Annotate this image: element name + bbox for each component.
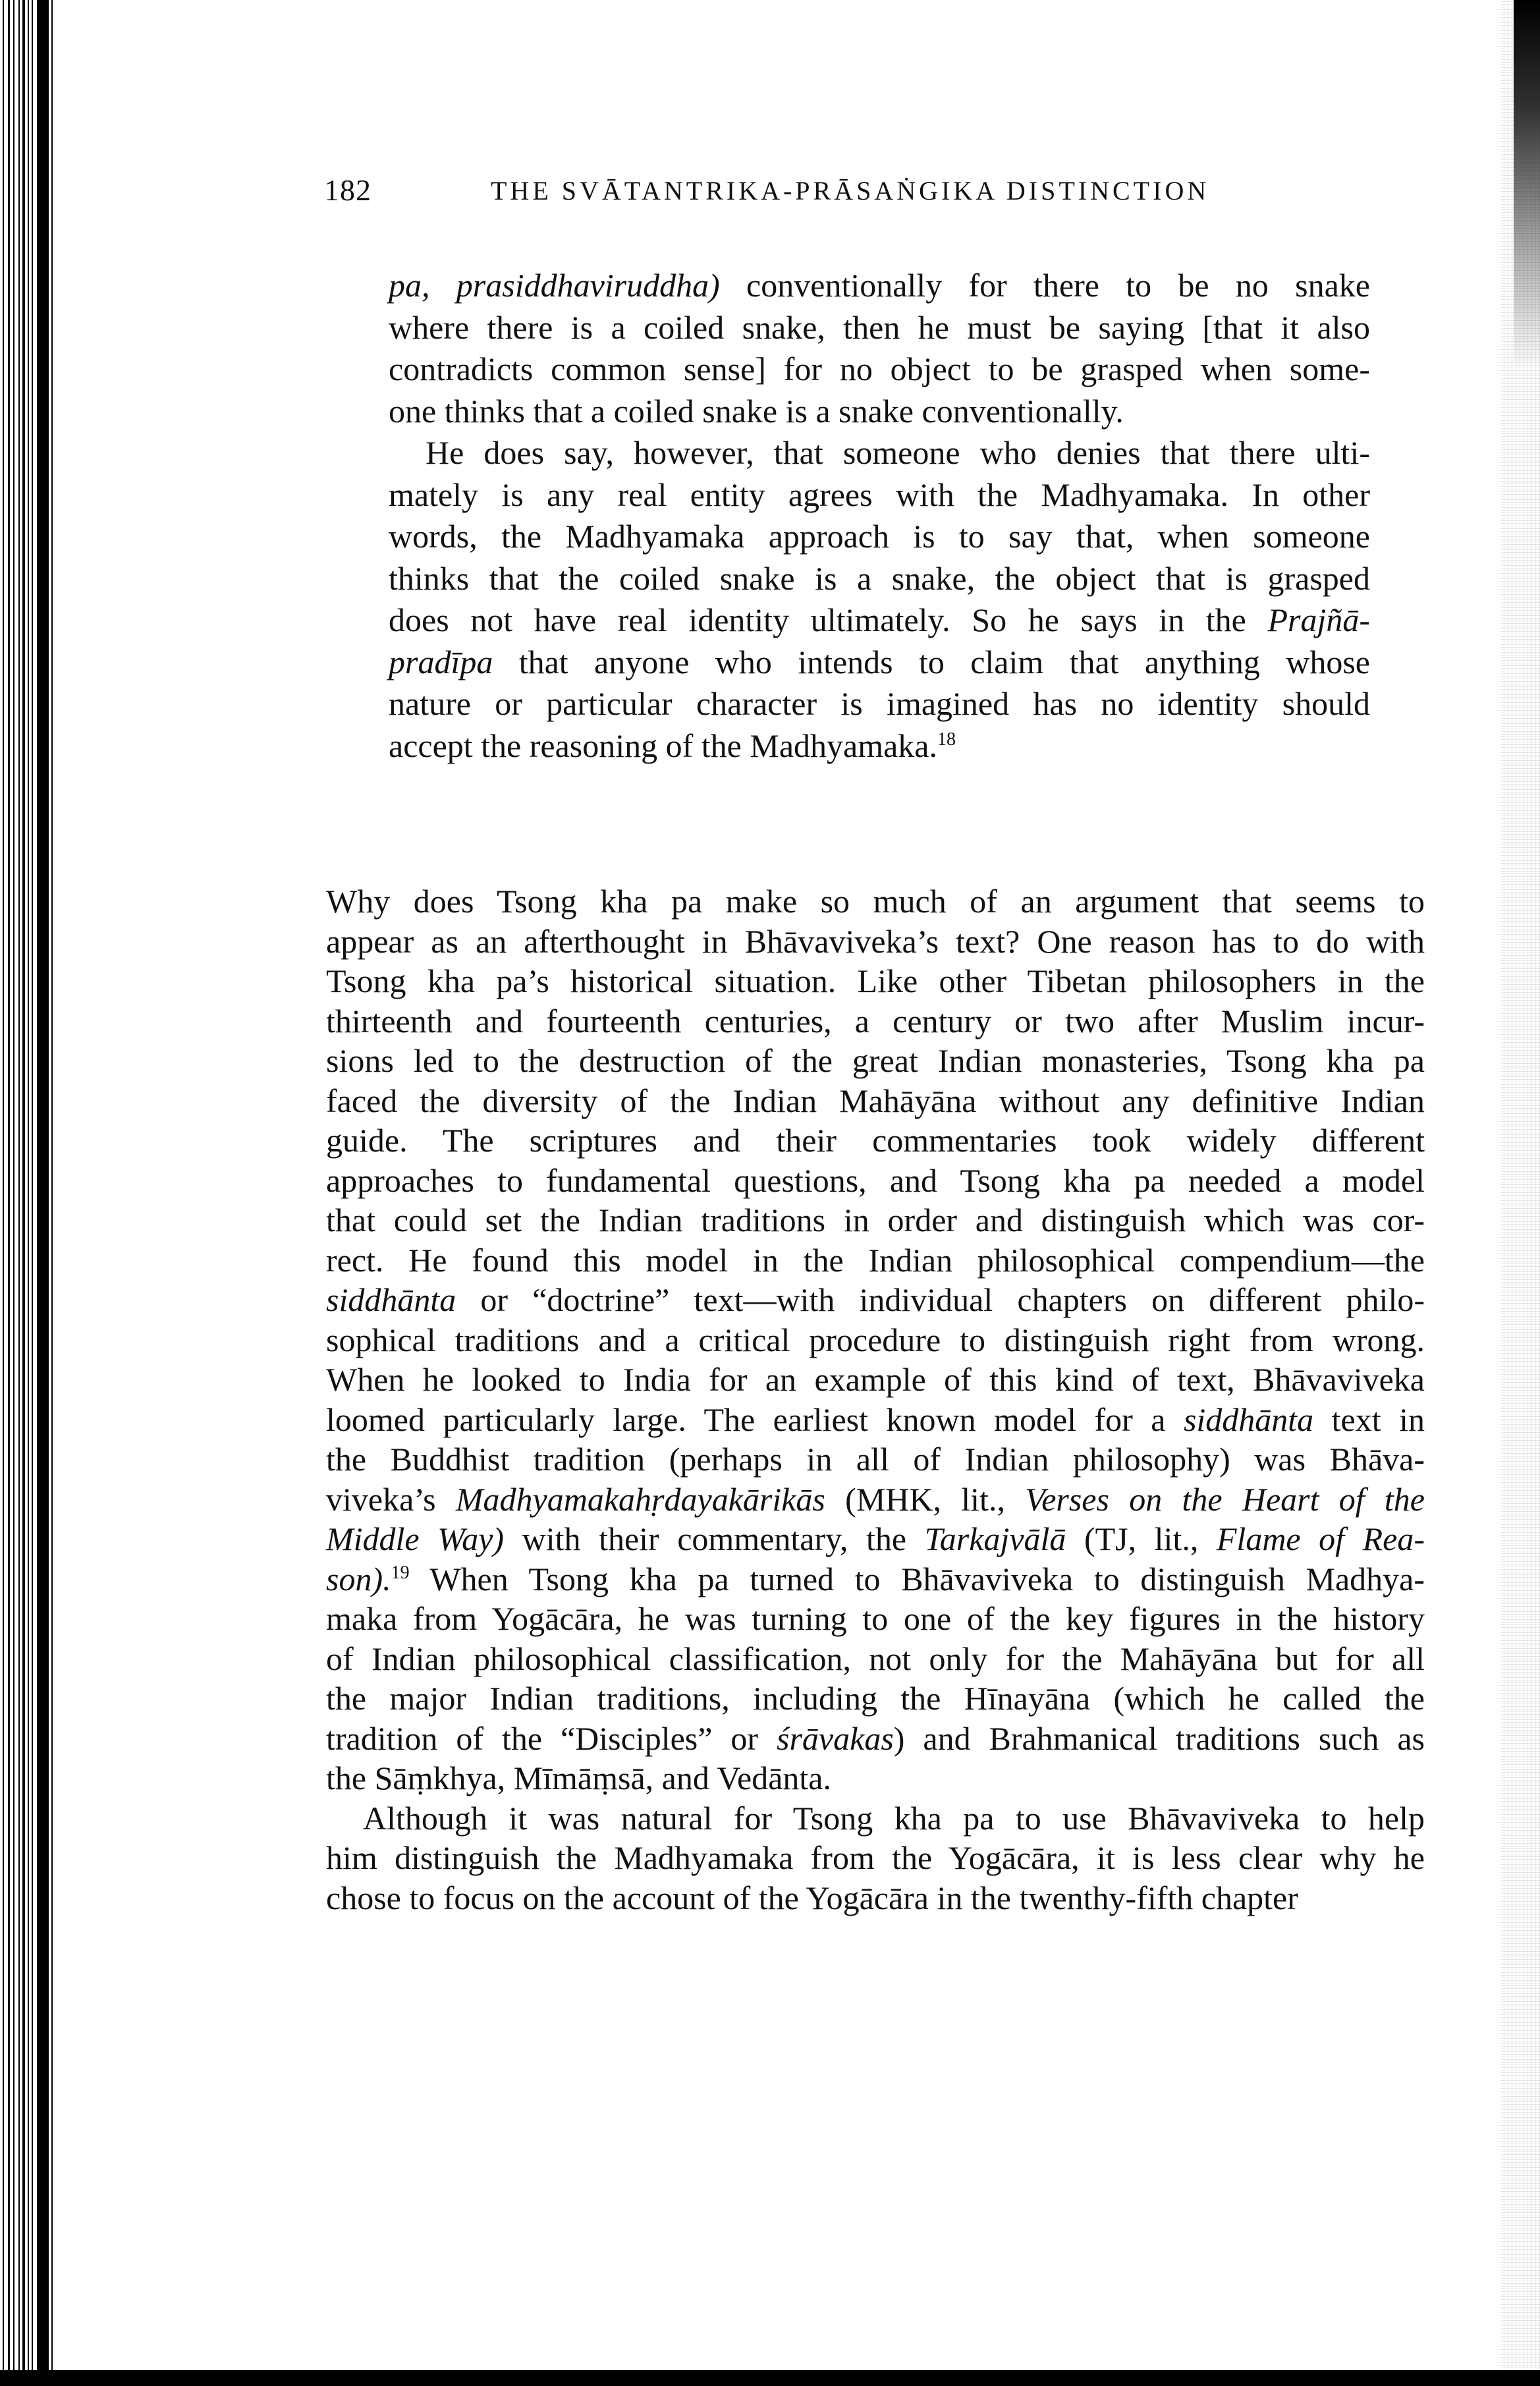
text-run: or “doctrine” text—with individual chapters on different philo-	[456, 1281, 1425, 1318]
text-run: (TJ, lit.,	[1066, 1520, 1217, 1557]
text-run: He does say, however, that someone who denies that there ulti-	[426, 434, 1370, 471]
italic-term: Middle Way)	[326, 1520, 505, 1557]
text-run: Tsong kha pa’s historical situation. Like other Tibetan philosophers in the	[326, 962, 1425, 999]
binding-shadow	[0, 0, 59, 2370]
text-line	[326, 1439, 1425, 1480]
text-run: the Buddhist tradition (perhaps in all of Indian philosophy) was Bhāva-	[326, 1441, 1425, 1478]
text-run: does not have real identity ultimately. So he says in the	[389, 601, 1268, 638]
paragraph	[389, 265, 1370, 432]
text-run: When Tsong kha pa turned to Bhāvaviveka to distinguish Madhya-	[409, 1560, 1425, 1597]
text-run: one thinks that a coiled snake is a snake conventionally.	[389, 392, 1124, 430]
page-number: 182	[324, 173, 371, 207]
text-line	[389, 307, 1370, 349]
text-line	[389, 683, 1370, 725]
main-text	[326, 881, 1425, 1918]
text-line	[389, 599, 1370, 642]
text-run: where there is a coiled snake, then he must be saying [that it also	[389, 308, 1370, 346]
italic-term: pradīpa	[389, 643, 493, 680]
text-line	[326, 1599, 1425, 1639]
text-line	[326, 1798, 1425, 1839]
text-line	[326, 881, 1425, 922]
text-run: him distinguish the Madhyamaka from the Yogācāra, it is less clear why he	[326, 1839, 1425, 1876]
text-line	[326, 1878, 1425, 1918]
text-run: conventionally for there to be no snake	[719, 267, 1370, 304]
text-run: ) and Brahmanical traditions such as	[893, 1719, 1425, 1757]
footnote-ref: 18	[937, 729, 956, 750]
text-line	[389, 516, 1370, 558]
text-run: (MHK, lit.,	[825, 1480, 1026, 1518]
text-line	[326, 1121, 1425, 1161]
text-line	[326, 1081, 1425, 1121]
text-run: the Sāṃkhya, Mīmāṃsā, and Vedānta.	[326, 1760, 831, 1796]
text-line	[326, 1639, 1425, 1679]
text-line	[326, 1280, 1425, 1320]
italic-term: Madhyamakahṛdayakārikās	[455, 1480, 825, 1518]
text-line	[326, 1679, 1425, 1719]
text-line	[389, 348, 1370, 391]
text-line	[326, 1838, 1425, 1878]
text-line	[326, 1240, 1425, 1281]
text-line	[326, 1200, 1425, 1240]
text-run: faced the diversity of the Indian Mahāyāna without any definitive Indian	[326, 1082, 1425, 1119]
text-run: words, the Madhyamaka approach is to say that, when someone	[389, 518, 1370, 555]
text-run: text in	[1313, 1401, 1425, 1438]
text-run: with their commentary, the	[504, 1520, 925, 1557]
text-run: nature or particular character is imagined has no identity should	[389, 685, 1370, 722]
text-line	[389, 474, 1370, 516]
text-line	[326, 1400, 1425, 1440]
text-run: sophical traditions and a critical procedure to distinguish right from wrong.	[326, 1321, 1425, 1358]
text-line	[326, 1719, 1425, 1759]
text-run: contradicts common sense] for no object to be grasped when some-	[389, 350, 1370, 387]
italic-term: siddhānta	[326, 1281, 456, 1318]
text-run: sions led to the destruction of the great Indian monasteries, Tsong kha pa	[326, 1042, 1425, 1079]
text-run: the major Indian traditions, including the Hīnayāna (which he called the	[326, 1680, 1425, 1717]
text-run: of Indian philosophical classification, not only for the Mahāyāna but for all	[326, 1640, 1425, 1677]
text-run: guide. The scriptures and their commentaries took widely different	[326, 1122, 1425, 1159]
text-line	[326, 1001, 1425, 1041]
text-run: that anyone who intends to claim that anything whose	[493, 643, 1370, 680]
text-line	[326, 1041, 1425, 1081]
text-run: loomed particularly large. The earliest known model for a	[326, 1401, 1184, 1438]
text-run: tradition of the “Disciples” or	[326, 1719, 777, 1757]
text-line	[326, 1519, 1425, 1559]
italic-term: śrāvakas	[777, 1719, 894, 1757]
text-run: When he looked to India for an example of this kind of text, Bhāvaviveka	[326, 1361, 1425, 1398]
text-run: Although it was natural for Tsong kha pa to use Bhāvaviveka to help	[363, 1799, 1425, 1837]
text-line	[389, 725, 1370, 767]
text-line	[326, 1559, 1425, 1599]
block-quote	[389, 265, 1370, 767]
text-run: Why does Tsong kha pa make so much of an argument that seems to	[326, 883, 1425, 920]
italic-term: Flame of Rea-	[1216, 1520, 1425, 1557]
italic-term: Prajñā-	[1267, 601, 1370, 638]
text-run: thirteenth and fourteenth centuries, a century or two after Muslim incur-	[326, 1002, 1425, 1040]
text-run: accept the reasoning of the Madhyamaka.	[389, 727, 937, 764]
paragraph	[326, 881, 1425, 1798]
text-line	[326, 1161, 1425, 1201]
italic-term: pa, prasiddhaviruddha)	[389, 267, 720, 304]
italic-term: Verses on the Heart of the	[1025, 1480, 1425, 1518]
text-run: viveka’s	[326, 1480, 456, 1518]
text-line	[326, 1360, 1425, 1400]
text-run: that could set the Indian traditions in order and distinguish which was cor-	[326, 1202, 1425, 1238]
paragraph	[326, 1798, 1425, 1918]
text-line	[389, 432, 1370, 474]
text-run: approaches to fundamental questions, and Tsong kha pa needed a model	[326, 1161, 1425, 1199]
italic-term: siddhānta	[1183, 1401, 1314, 1438]
text-line	[326, 1758, 1425, 1798]
text-line	[389, 642, 1370, 684]
text-line	[389, 265, 1370, 307]
text-run: thinks that the coiled snake is a snake, the object that is grasped	[389, 559, 1370, 597]
text-line	[326, 1320, 1425, 1360]
text-line	[326, 1480, 1425, 1520]
italic-term: son).	[326, 1560, 391, 1597]
running-head: THE SVĀTANTRIKA-PRĀSAṄGIKA DISTINCTION	[491, 176, 1210, 206]
text-run: chose to focus on the account of the Yogācāra in the twenthy-fifth chapter	[326, 1879, 1298, 1916]
text-run: rect. He found this model in the Indian philosophical compendium—the	[326, 1241, 1425, 1279]
text-line	[326, 922, 1425, 962]
text-run: appear as an afterthought in Bhāvaviveka’s text? One reason has to do with	[326, 922, 1425, 960]
text-run: mately is any real entity agrees with the Madhyamaka. In other	[389, 476, 1370, 513]
italic-term: Tarkajvālā	[924, 1520, 1066, 1557]
text-line	[389, 391, 1370, 433]
footnote-ref: 19	[391, 1562, 410, 1583]
text-line	[326, 961, 1425, 1001]
text-line	[389, 558, 1370, 600]
scan-shadow-top-right	[1514, 0, 1540, 369]
paragraph	[389, 432, 1370, 767]
scan-bottom-bar	[0, 2370, 1540, 2386]
text-run: maka from Yogācāra, he was turning to one of the key figures in the history	[326, 1600, 1425, 1637]
